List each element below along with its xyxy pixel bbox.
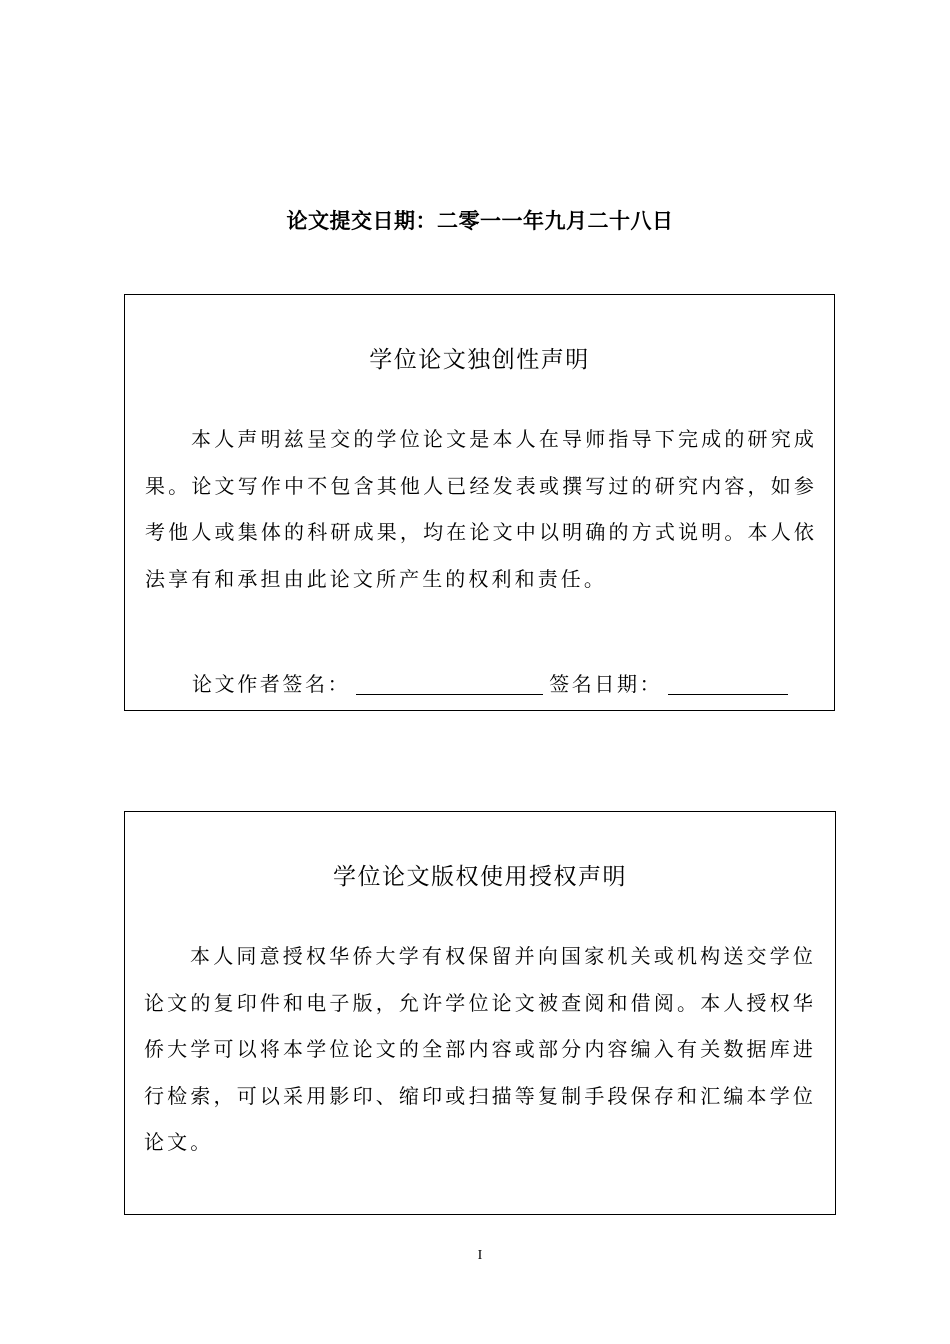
originality-declaration-body: 本人声明兹呈交的学位论文是本人在导师指导下完成的研究成果。论文写作中不包含其他人已经发表或撰写过的研究内容，如参考他人或集体的科研成果，均在论文中以明确的方式说明。本人依法享有和承担由此论文所产生的权利和责任。 — [145, 427, 817, 591]
originality-declaration-box — [124, 294, 835, 711]
originality-declaration-title: 学位论文独创性声明 — [369, 347, 590, 373]
author-signature-field[interactable] — [356, 672, 543, 695]
author-signature-label: 论文作者签名： — [192, 672, 351, 696]
signature-date-label: 签名日期： — [549, 672, 663, 696]
page-number: I — [477, 1248, 483, 1263]
copyright-authorization-title: 学位论文版权使用授权声明 — [333, 864, 627, 890]
signature-date-field[interactable] — [668, 672, 788, 695]
submission-date-line: 论文提交日期：二零一一年九月二十八日 — [286, 209, 674, 233]
signature-row — [192, 670, 794, 698]
copyright-authorization-body: 本人同意授权华侨大学有权保留并向国家机关或机构送交学位论文的复印件和电子版，允许学位论文被查阅和借阅。本人授权华侨大学可以将本学位论文的全部内容或部分内容编入有关数据库进行检索，可以采用影印、缩印或扫描等复制手段保存和汇编本学位论文。 — [144, 944, 816, 1154]
